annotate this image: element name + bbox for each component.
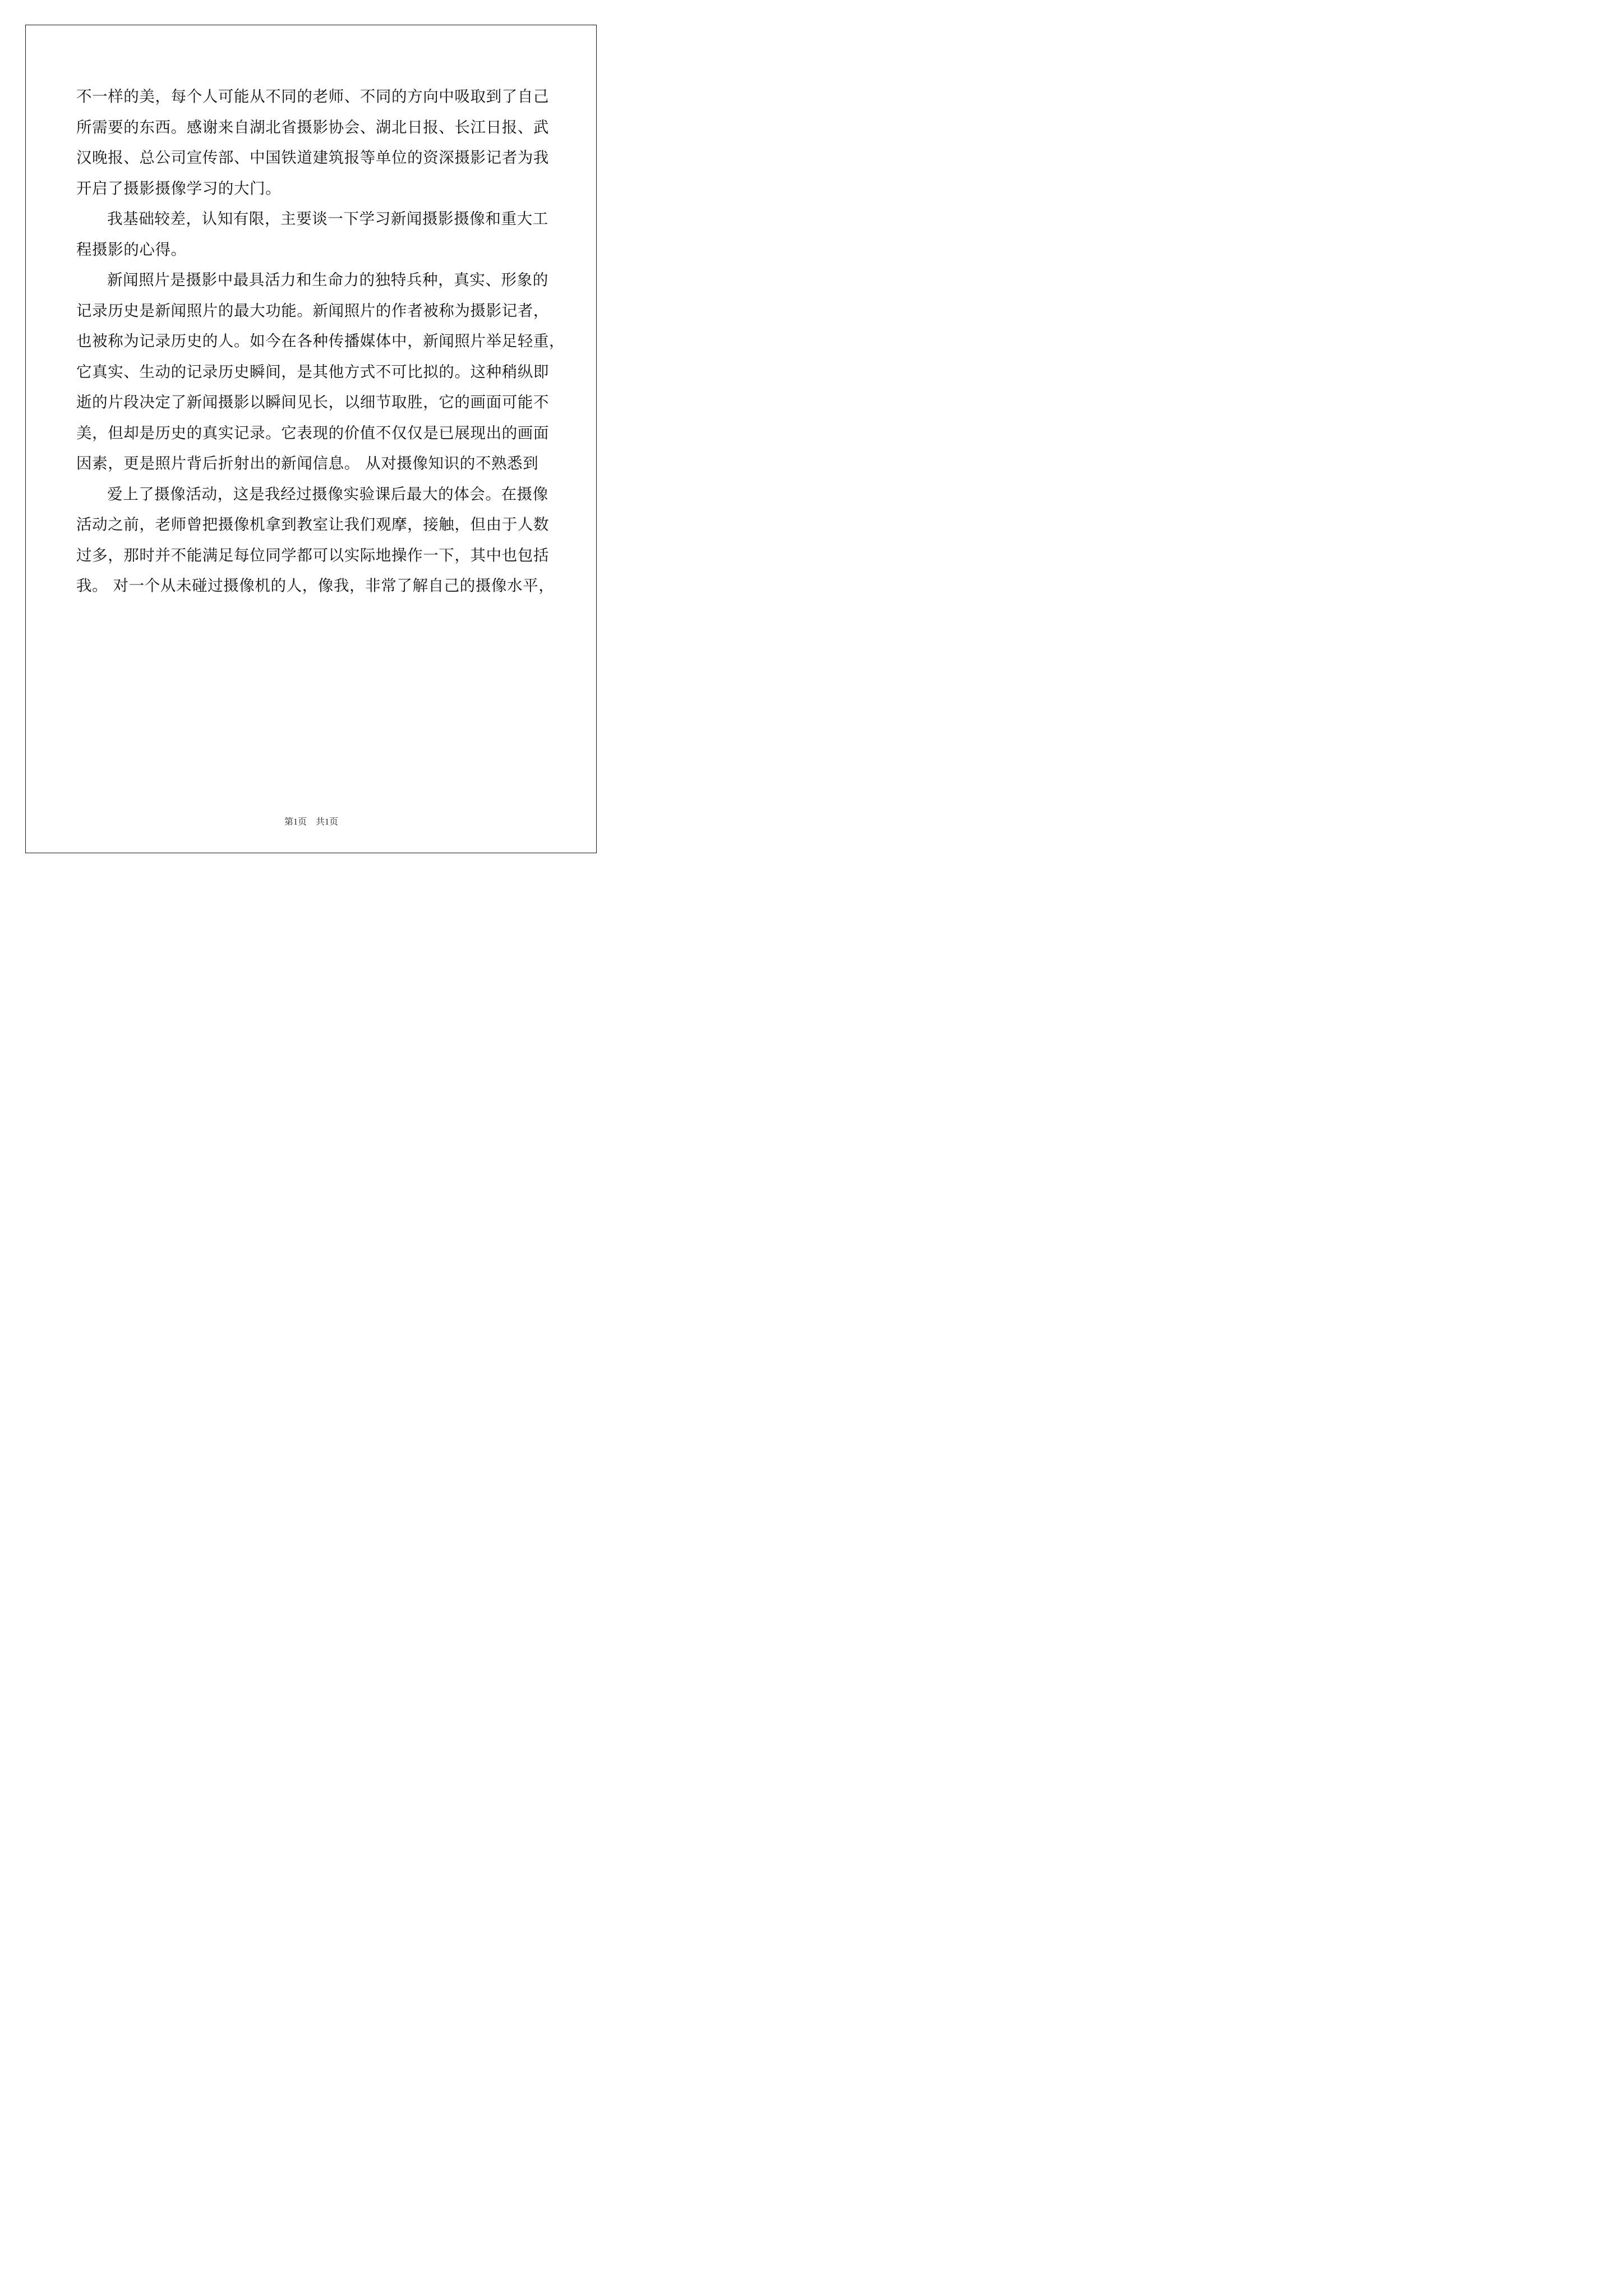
text-line: 汉晚报、总公司宣传部、中国铁道建筑报等单位的资深摄影记者为我 (76, 149, 549, 167)
text-line: 程摄影的心得。 (76, 240, 187, 259)
paragraph-first-line: 新闻照片是摄影中最具活力和生命力的独特兵种，真实、形象的 (107, 271, 548, 289)
text-line: 因素，更是照片背后折射出的新闻信息。 从对摄像知识的不熟悉到 (76, 454, 539, 472)
text-line: 逝的片段决定了新闻摄影以瞬间见长，以细节取胜，它的画面可能不 (76, 393, 549, 411)
text-line: 它真实、生动的记录历史瞬间，是其他方式不可比拟的。这种稍纵即 (76, 362, 549, 381)
text-line: 过多，那时并不能满足每位同学都可以实际地操作一下，其中也包括 (76, 546, 549, 564)
text-line: 不一样的美，每个人可能从不同的老师、不同的方向中吸取到了自己 (76, 88, 549, 105)
paragraph-first-line: 我基础较差，认知有限，主要谈一下学习新闻摄影摄像和重大工 (107, 210, 548, 228)
paragraph-first-line: 爱上了摄像活动，这是我经过摄像实验课后最大的体会。在摄像 (107, 485, 548, 503)
document-body (76, 81, 565, 601)
text-line: 美，但却是历史的真实记录。它表现的价值不仅仅是已展现出的画面 (76, 424, 549, 442)
text-line: 我。 对一个从未碰过摄像机的人，像我，非常了解自己的摄像水平， (76, 577, 555, 595)
page-footer (0, 815, 623, 827)
page-number: 第1页 (284, 817, 307, 827)
text-line: 也被称为记录历史的人。如今在各种传播媒体中，新闻照片举足轻重， (76, 332, 565, 350)
text-line: 记录历史是新闻照片的最大功能。新闻照片的作者被称为摄影记者， (76, 301, 549, 320)
text-line: 开启了摄影摄像学习的大门。 (76, 179, 282, 197)
text-line: 所需要的东西。感谢来自湖北省摄影协会、湖北日报、长江日报、武 (76, 118, 549, 136)
page-total: 共1页 (316, 817, 339, 827)
text-line: 活动之前，老师曾把摄像机拿到教室让我们观摩，接触，但由于人数 (76, 516, 549, 533)
